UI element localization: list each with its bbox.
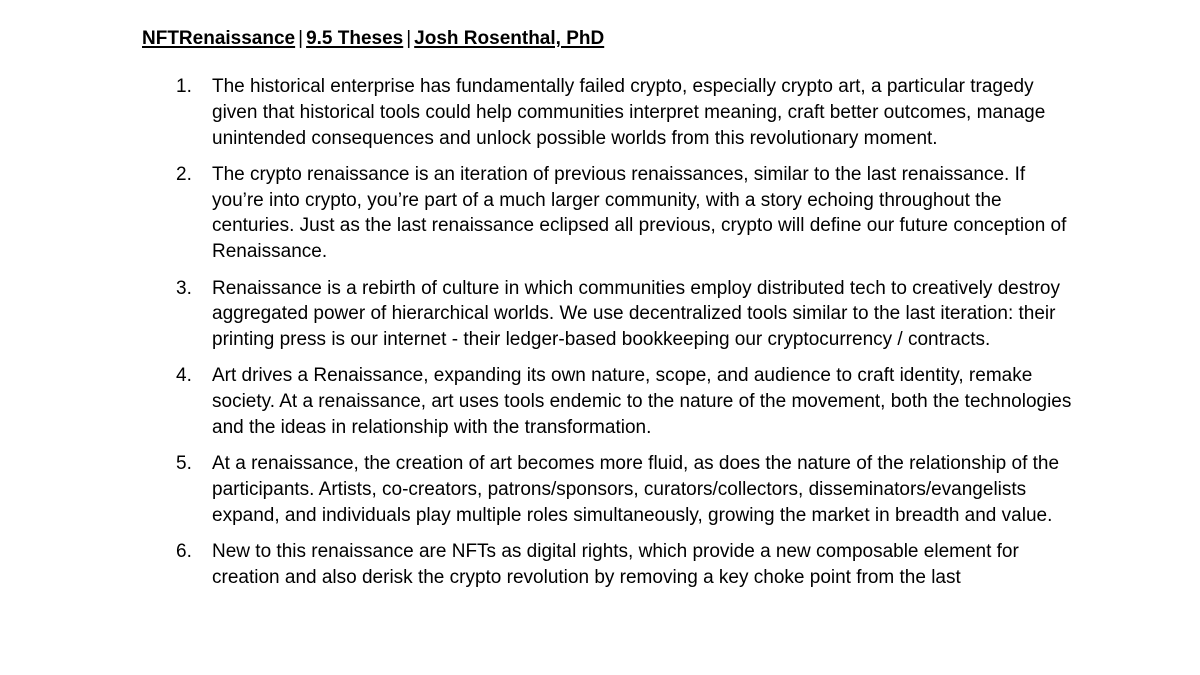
thesis-number: 5. — [176, 453, 192, 475]
thesis-number: 1. — [176, 76, 192, 97]
title-part-author: Josh Rosenthal, PhD — [414, 28, 605, 49]
thesis-number: 4. — [176, 365, 192, 387]
thesis-item — [0, 276, 1072, 353]
title-separator: | — [298, 28, 304, 49]
thesis-text: Art drives a Renaissance, expanding its own nature, scope, and audience to craft identity, remake society. At a renaissance, art uses tools endemic to the nature of the movement, both the technologies and the ideas in relationship with the transformation. — [212, 365, 1072, 439]
thesis-text: The crypto renaissance is an iteration of previous renaissances, similar to the last renaissance. If you’re into crypto, you’re part of a much larger community, with a story echoing throughout the centuries. Just as the last renaissance eclipsed all previous, crypto will define our future conception of Renaissance. — [212, 163, 1067, 263]
title-part-subtitle: 9.5 Theses — [306, 28, 404, 49]
thesis-item — [0, 162, 1072, 265]
theses-list — [0, 74, 1200, 601]
thesis-text: New to this renaissance are NFTs as digital rights, which provide a new composable element for creation and also derisk the crypto revolution by removing a key choke point from the last — [212, 541, 1019, 589]
thesis-number: 3. — [176, 277, 192, 299]
thesis-item — [0, 539, 1072, 591]
title-part-project: NFTRenaissance — [142, 28, 296, 49]
thesis-text: Renaissance is a rebirth of culture in which communities employ distributed tech to creatively destroy aggregated power of hierarchical worlds. We use decentralized tools similar to the last iteration: their printing press is our internet - their ledger-based bookkeeping our cryptocurrency / contracts. — [212, 277, 1060, 351]
thesis-text: At a renaissance, the creation of art becomes more fluid, as does the nature of the relationship of the participants. Artists, co-creators, patrons/sponsors, curators/collectors, disseminators/evangelists expand, and individuals play multiple roles simultaneously, growing the market in breadth and value. — [212, 453, 1060, 526]
thesis-item — [0, 363, 1072, 440]
thesis-item — [0, 74, 1072, 151]
title-separator: | — [406, 28, 412, 49]
document-title — [142, 27, 604, 51]
thesis-text: The historical enterprise has fundamentally failed crypto, especially crypto art, a particular tragedy given that historical tools could help communities interpret meaning, craft better outcomes, manage unintended consequences and unlock possible worlds from this revolutionary moment. — [212, 76, 1046, 149]
thesis-item — [0, 451, 1072, 528]
thesis-number: 2. — [176, 163, 192, 185]
thesis-number: 6. — [176, 541, 192, 563]
